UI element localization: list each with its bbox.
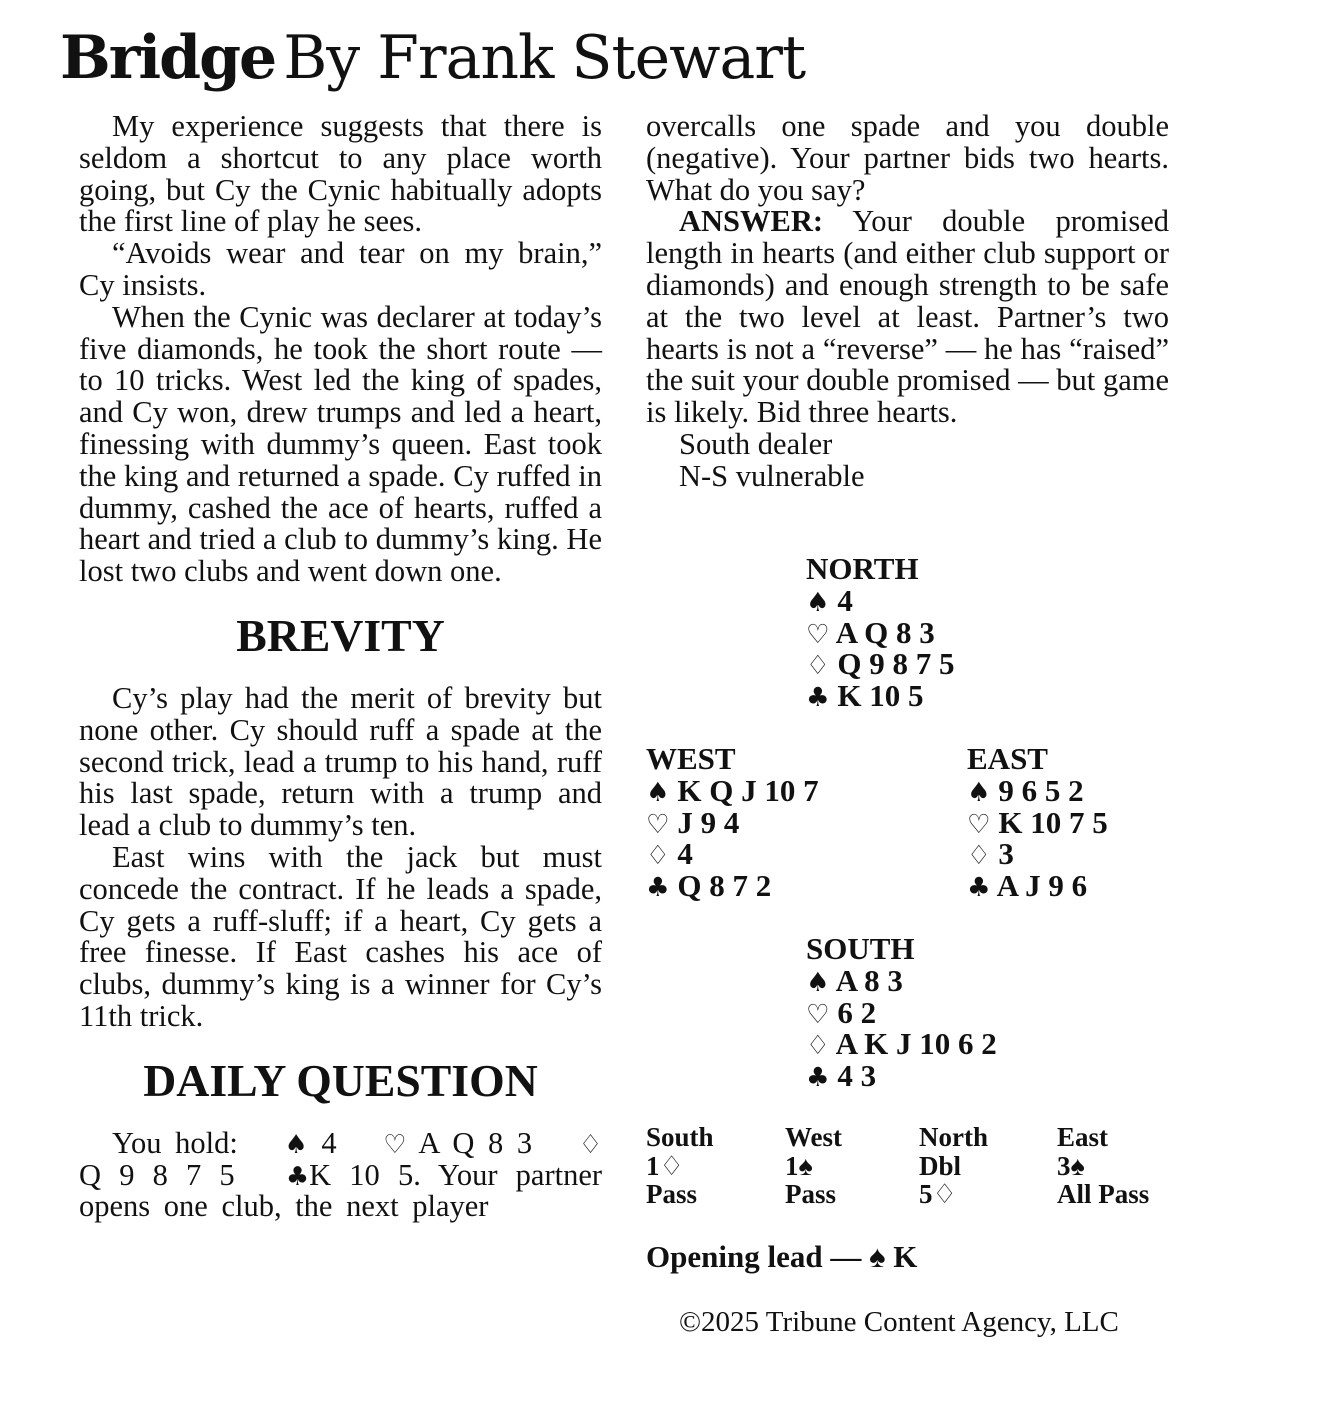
right-column — [646, 111, 1169, 493]
answer-label: ANSWER: — [679, 204, 824, 239]
auction-header-west: West — [785, 1122, 842, 1152]
diamond-icon: ♢ — [646, 841, 670, 872]
left-column — [79, 111, 602, 1223]
north-diamonds-cards: Q 9 8 7 5 — [837, 646, 955, 682]
spade-icon: ♠ — [806, 967, 830, 998]
question-continuation: overcalls one spade and you double (negative). Your partner bids two hearts. What do you say? — [646, 109, 1169, 207]
page-title — [60, 22, 805, 94]
north-diamonds — [806, 648, 955, 680]
south-clubs — [806, 1060, 997, 1092]
club-icon: ♣ — [806, 1063, 830, 1094]
hold-diamonds: Q 9 8 7 5 — [79, 1157, 235, 1192]
you-hold-label: You hold: — [112, 1125, 238, 1160]
title-bridge: Bridge — [60, 23, 276, 93]
east-diamonds — [967, 838, 1108, 870]
west-diamonds — [646, 838, 819, 870]
west-label: WEST — [646, 741, 736, 776]
diamond-icon: ♢ — [806, 1031, 830, 1062]
west-clubs — [646, 870, 819, 902]
east-spades — [967, 772, 1108, 808]
north-spades — [806, 582, 955, 618]
spade-icon: ♠ — [806, 587, 830, 618]
north-label: NORTH — [806, 551, 919, 586]
west-spades-cards: K Q J 10 7 — [677, 772, 819, 808]
answer-text: Your double promised length in hearts (and either club support or diamonds) and enough strength to be safe at the two level at least. Partner’s two hearts is not a “reverse” — he has “raised” the suit your double promised — but game is likely. Bid three hearts. — [646, 204, 1170, 430]
north-hearts-cards: A Q 8 3 — [835, 614, 935, 650]
south-diamonds — [806, 1028, 997, 1060]
intro-paragraph-2: “Avoids wear and tear on my brain,” Cy insists. — [79, 236, 602, 302]
south-spades — [806, 962, 997, 998]
east-spades-cards: 9 6 5 2 — [998, 772, 1084, 808]
club-icon: ♣ — [806, 683, 830, 714]
dealer-line: South dealer — [679, 426, 833, 461]
west-hearts — [646, 804, 819, 840]
heart-icon: ♡ — [967, 809, 991, 840]
east-hand — [967, 743, 1108, 902]
heart-icon: ♡ — [383, 1129, 407, 1160]
hold-clubs: K 10 5. — [309, 1157, 421, 1192]
south-hearts-cards: 6 2 — [837, 994, 877, 1030]
west-clubs-cards: Q 8 7 2 — [677, 868, 772, 904]
north-clubs — [806, 680, 955, 712]
intro-paragraph-1: My experience suggests that there is seldom a shortcut to any place worth going, but Cy the Cynic habitually adopts the first line of play he sees. — [79, 109, 602, 239]
west-hearts-cards: J 9 4 — [677, 804, 740, 840]
brevity-paragraph-2: East wins with the jack but must concede the contract. If he leads a spade, Cy gets a ruff-sluff; if a heart, Cy gets a free finesse. If East cashes his ace of clubs, dummy’s king is a winner for Cy’s 11th trick. — [79, 839, 602, 1033]
heart-icon: ♡ — [806, 619, 830, 650]
east-hearts-cards: K 10 7 5 — [998, 804, 1108, 840]
east-diamonds-cards: 3 — [998, 836, 1014, 872]
auction-header-north: North — [919, 1122, 988, 1152]
north-clubs-cards: K 10 5 — [837, 678, 924, 714]
north-hand — [806, 553, 955, 712]
title-byline: By Frank Stewart — [283, 23, 806, 93]
south-label: SOUTH — [806, 931, 915, 966]
answer-paragraph — [646, 206, 1169, 429]
auction-bid: Dbl — [919, 1150, 962, 1181]
west-diamonds-cards: 4 — [677, 836, 693, 872]
auction-bid: Pass — [646, 1179, 698, 1209]
diamond-icon: ♢ — [967, 841, 991, 872]
club-icon: ♣ — [285, 1161, 310, 1192]
hold-spades: 4 — [321, 1125, 337, 1160]
south-hand — [806, 933, 997, 1092]
copyright-notice: ©2025 Tribune Content Agency, LLC — [679, 1306, 1119, 1338]
auction-bid: 5♢ — [919, 1179, 957, 1209]
north-hearts — [806, 614, 955, 650]
daily-question-text — [79, 1125, 603, 1224]
east-label: EAST — [967, 741, 1048, 776]
spade-icon: ♠ — [646, 777, 670, 808]
auction-header-south: South — [646, 1122, 714, 1152]
brevity-heading: BREVITY — [236, 609, 445, 661]
club-icon: ♣ — [646, 873, 670, 904]
brevity-paragraph-1: Cy’s play had the merit of brevity but none other. Cy should ruff a spade at the second trick, lead a trump to his hand, ruff his last spade, return with a trump and lead a club to dummy’s ten. — [79, 680, 602, 843]
north-spades-cards: 4 — [837, 582, 853, 618]
daily-question-heading: DAILY QUESTION — [143, 1054, 538, 1106]
west-spades — [646, 772, 819, 808]
east-clubs — [967, 870, 1108, 902]
south-spades-cards: A 8 3 — [835, 962, 903, 998]
auction-bid: 1♠ — [785, 1150, 813, 1181]
auction-bid: 1♢ — [646, 1150, 684, 1181]
west-hand — [646, 743, 819, 902]
diamond-icon: ♢ — [806, 651, 830, 682]
south-clubs-cards: 4 3 — [837, 1058, 877, 1094]
heart-icon: ♡ — [806, 999, 830, 1030]
auction-bid: 3♠ — [1057, 1150, 1085, 1181]
intro-paragraph-3: When the Cynic was declarer at today’s five diamonds, he took the short route — to 10 tricks. West led the king of spades, and Cy won, drew trumps and led a heart, finessing with dummy’s queen. East took the king and returned a spade. Cy ruffed in dummy, cashed the ace of hearts, ruffed a heart and tried a club to dummy’s king. He lost two clubs and went down one. — [79, 299, 602, 589]
diamond-icon: ♢ — [578, 1129, 603, 1160]
east-clubs-cards: A J 9 6 — [996, 868, 1088, 904]
spade-icon: ♠ — [967, 777, 991, 808]
east-hearts — [967, 804, 1108, 840]
heart-icon: ♡ — [646, 809, 670, 840]
south-diamonds-cards: A K J 10 6 2 — [835, 1026, 997, 1062]
club-icon: ♣ — [967, 873, 991, 904]
opening-lead: Opening lead — ♠ K — [646, 1239, 918, 1274]
auction-header-east: East — [1057, 1122, 1109, 1152]
question-text-left: Your partner opens one club, the next player — [79, 1157, 603, 1224]
auction-bid: All Pass — [1057, 1179, 1150, 1209]
auction-bid: Pass — [785, 1179, 837, 1209]
vulnerability-line: N-S vulnerable — [679, 458, 865, 493]
south-hearts — [806, 994, 997, 1030]
hold-hearts: A Q 8 3 — [418, 1125, 533, 1160]
spade-icon: ♠ — [284, 1129, 308, 1160]
